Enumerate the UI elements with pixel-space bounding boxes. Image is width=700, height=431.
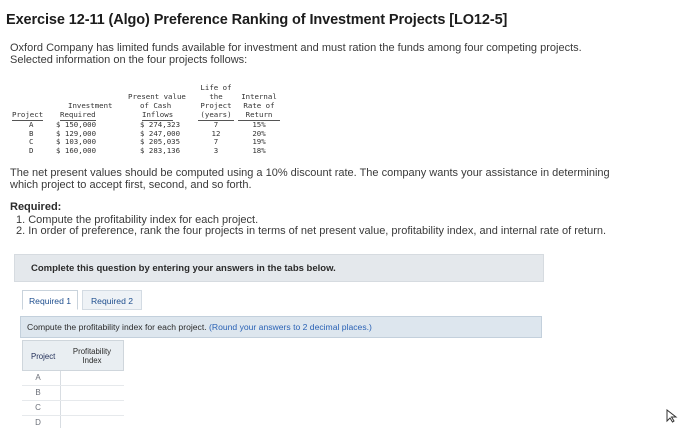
pi-input-A[interactable] [66, 372, 122, 384]
mouse-cursor-icon [666, 409, 678, 423]
tab-required-1[interactable]: Required 1 [22, 290, 78, 310]
project-A: A [29, 120, 34, 129]
pi-header-1: Profitability [72, 347, 112, 356]
irr-A: 15% [252, 120, 266, 129]
banner-text: Complete this question by entering your answers in the tabs below. [31, 263, 336, 274]
pi-header-2: Index [82, 356, 102, 365]
pi-input-D[interactable] [66, 417, 122, 429]
answer-pi-header [69, 347, 115, 365]
life-header-3: Project [200, 101, 232, 110]
required-item-2: 2. In order of preference, rank the four projects in terms of net present value, profitability index, and internal rate of return. [16, 225, 607, 237]
page-title: Exercise 12-11 (Algo) Preference Ranking of Investment Projects [LO12-5] [6, 12, 508, 28]
answer-row-label: D [35, 418, 41, 427]
life-C: 7 [213, 137, 219, 147]
answer-row-D [22, 416, 124, 431]
question-instruction [20, 316, 542, 338]
pv-D: $ 283,136 [140, 145, 181, 155]
pv-C: $ 205,035 [140, 137, 181, 147]
project-header: Project [12, 110, 44, 119]
instructions-banner [14, 254, 544, 282]
pv-B: $ 247,000 [140, 128, 181, 138]
answer-row-label: C [35, 403, 41, 412]
instruction-main: Compute the profitability index for each project. [27, 322, 207, 332]
answer-row-B [22, 386, 124, 401]
investment-D: $ 160,000 [56, 145, 97, 155]
life-B: 12 [211, 128, 221, 138]
pv-A: $ 274,323 [140, 120, 181, 129]
irr-header-2: Rate of [243, 101, 275, 110]
answer-table-header [22, 340, 124, 371]
investment-header-2: Required [60, 110, 96, 119]
answer-row-C [22, 401, 124, 416]
life-header-1: Life of [200, 83, 232, 92]
pi-input-B[interactable] [66, 387, 122, 399]
project-D: D [29, 145, 34, 155]
discount-note: The net present values should be computed using a 10% discount rate. The company wants your assistance in determining which project to accept first, second, and so forth. [10, 167, 610, 191]
irr-C: 19% [252, 137, 266, 147]
investment-B: $ 129,000 [56, 128, 97, 138]
answer-table [22, 340, 124, 428]
instruction-text [27, 322, 372, 332]
irr-header-1: Internal [241, 92, 277, 101]
answer-row-label: B [35, 388, 41, 397]
project-C: C [29, 137, 34, 147]
pv-header-3: Inflows [142, 110, 174, 119]
irr-header-3: Return [238, 111, 280, 121]
pv-header-2: of Cash [140, 101, 172, 110]
answer-project-header: Project [31, 352, 56, 361]
rounding-hint: (Round your answers to 2 decimal places.) [209, 322, 372, 332]
investment-header-1: Investment [68, 101, 113, 110]
life-D: 3 [213, 145, 219, 155]
tab-required-2[interactable]: Required 2 [82, 290, 142, 310]
project-B: B [29, 128, 34, 138]
investment-A: $ 150,000 [56, 120, 97, 129]
answer-row-A [22, 371, 124, 386]
intro-text: Oxford Company has limited funds available for investment and must ration the funds among four competing projects. Selected information on the four projects follows: [10, 42, 582, 66]
life-header-2: the [209, 92, 223, 101]
required-heading: Required: [10, 201, 62, 213]
pi-input-C[interactable] [66, 402, 122, 414]
projects-table [12, 84, 282, 164]
pv-header-1: Present value [128, 92, 186, 101]
answer-row-label: A [35, 373, 41, 382]
irr-D: 18% [252, 145, 266, 155]
irr-B: 20% [252, 128, 266, 138]
investment-C: $ 103,000 [56, 137, 97, 147]
life-header-4: (years) [198, 111, 234, 121]
required-item-1: 1. Compute the profitability index for each project. [16, 214, 259, 226]
life-A: 7 [213, 120, 219, 129]
